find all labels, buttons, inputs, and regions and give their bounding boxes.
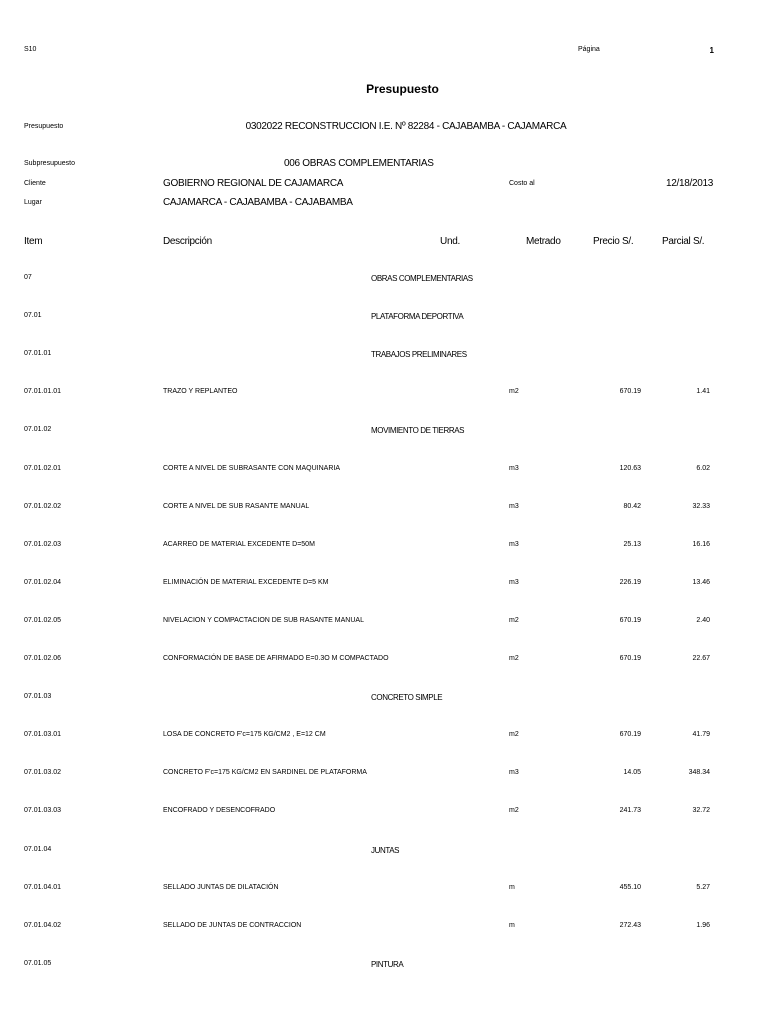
row-precio: 13.46 <box>692 579 710 586</box>
row-description: ENCOFRADO Y DESENCOFRADO <box>163 807 276 814</box>
row-unit: m2 <box>509 617 519 624</box>
row-metrado: 670.19 <box>619 655 641 662</box>
row-unit: m2 <box>509 655 519 662</box>
page-number: 1 <box>709 46 714 55</box>
row-unit: m3 <box>509 579 519 586</box>
row-description: CONCRETO F'c=175 KG/CM2 EN SARDINEL DE PLATAFORMA <box>163 769 367 776</box>
column-header-descripcion: Descripción <box>163 236 212 247</box>
costo-value: 12/18/2013 <box>665 178 713 189</box>
row-item-code: 07.01.03 <box>24 693 52 700</box>
row-description: NIVELACION Y COMPACTACION DE SUB RASANTE MANUAL <box>163 617 364 624</box>
row-unit: m2 <box>509 388 519 395</box>
row-item-code: 07.01.05 <box>24 960 52 967</box>
row-precio: 32.72 <box>692 807 710 814</box>
row-item-code: 07.01.02.02 <box>24 503 61 510</box>
row-description: LOSA DE CONCRETO F'c=175 KG/CM2 , E=12 CM <box>163 731 326 738</box>
row-item-code: 07.01.04 <box>24 846 52 853</box>
row-item-code: 07.01.02 <box>24 426 52 433</box>
subpresupuesto-label: Subpresupuesto <box>24 160 75 167</box>
row-metrado: 670.19 <box>619 617 641 624</box>
row-description: SELLADO DE JUNTAS DE CONTRACCION <box>163 922 302 929</box>
row-unit: m <box>509 884 515 891</box>
row-description: CORTE A NIVEL DE SUBRASANTE CON MAQUINARIA <box>163 465 340 472</box>
row-metrado: 670.19 <box>619 388 641 395</box>
row-metrado: 272.43 <box>619 922 641 929</box>
system-label: S10 <box>24 46 37 53</box>
row-precio: 16.16 <box>692 541 710 548</box>
page-title: Presupuesto <box>366 82 439 96</box>
row-precio: 1.41 <box>696 388 710 395</box>
row-item-code: 07.01.04.01 <box>24 884 61 891</box>
row-precio: 2.40 <box>696 617 710 624</box>
section-title: OBRAS COMPLEMENTARIAS <box>371 274 473 283</box>
column-header-und: Und. <box>440 236 460 247</box>
cliente-value: GOBIERNO REGIONAL DE CAJAMARCA <box>163 178 344 189</box>
row-unit: m2 <box>509 807 519 814</box>
row-metrado: 120.63 <box>619 465 641 472</box>
section-title: TRABAJOS PRELIMINARES <box>371 350 467 359</box>
row-precio: 22.67 <box>692 655 710 662</box>
row-unit: m3 <box>509 541 519 548</box>
row-item-code: 07.01.03.03 <box>24 807 61 814</box>
section-title: JUNTAS <box>371 846 400 855</box>
row-precio: 1.96 <box>696 922 710 929</box>
row-item-code: 07.01.04.02 <box>24 922 61 929</box>
row-item-code: 07.01.02.04 <box>24 579 61 586</box>
row-unit: m3 <box>509 503 519 510</box>
subpresupuesto-value: 006 OBRAS COMPLEMENTARIAS <box>284 158 434 169</box>
row-item-code: 07.01.02.05 <box>24 617 61 624</box>
row-precio: 348.34 <box>688 769 710 776</box>
row-description: ACARREO DE MATERIAL EXCEDENTE D=50M <box>163 541 315 548</box>
row-item-code: 07.01.03.02 <box>24 769 61 776</box>
row-item-code: 07 <box>24 274 32 281</box>
row-item-code: 07.01.03.01 <box>24 731 61 738</box>
presupuesto-label: Presupuesto <box>24 123 64 130</box>
row-unit: m3 <box>509 769 519 776</box>
row-metrado: 670.19 <box>619 731 641 738</box>
lugar-value: CAJAMARCA - CAJABAMBA - CAJABAMBA <box>163 197 353 208</box>
row-metrado: 25.13 <box>623 541 641 548</box>
section-title: PINTURA <box>371 960 404 969</box>
row-unit: m2 <box>509 731 519 738</box>
section-title: MOVIMIENTO DE TIERRAS <box>371 426 465 435</box>
row-metrado: 14.05 <box>623 769 641 776</box>
row-unit: m <box>509 922 515 929</box>
row-precio: 6.02 <box>696 465 710 472</box>
row-item-code: 07.01 <box>24 312 42 319</box>
row-description: SELLADO JUNTAS DE DILATACIÓN <box>163 884 279 891</box>
row-description: CONFORMACIÓN DE BASE DE AFIRMADO E=0.3O M COMPACTADO <box>163 655 389 662</box>
row-unit: m3 <box>509 465 519 472</box>
column-header-item: Item <box>24 236 43 247</box>
section-title: CONCRETO SIMPLE <box>371 693 443 702</box>
cliente-label: Cliente <box>24 180 46 187</box>
lugar-label: Lugar <box>24 199 42 206</box>
page-label: Página <box>578 46 600 53</box>
row-item-code: 07.01.02.06 <box>24 655 61 662</box>
row-item-code: 07.01.02.01 <box>24 465 61 472</box>
row-description: ELIMINACIÓN DE MATERIAL EXCEDENTE D=5 KM <box>163 579 329 586</box>
row-metrado: 80.42 <box>623 503 641 510</box>
row-precio: 41.79 <box>692 731 710 738</box>
row-item-code: 07.01.01.01 <box>24 388 61 395</box>
row-precio: 32.33 <box>692 503 710 510</box>
section-title: PLATAFORMA DEPORTIVA <box>371 312 464 321</box>
row-precio: 5.27 <box>696 884 710 891</box>
row-description: TRAZO Y REPLANTEO <box>163 388 238 395</box>
row-item-code: 07.01.02.03 <box>24 541 61 548</box>
costo-label: Costo al <box>509 180 535 187</box>
row-metrado: 455.10 <box>619 884 641 891</box>
presupuesto-value: 0302022 RECONSTRUCCION I.E. Nº 82284 - CAJABAMBA - CAJAMARCA <box>245 121 567 132</box>
row-metrado: 226.19 <box>619 579 641 586</box>
column-header-parcial: Parcial S/. <box>662 236 705 247</box>
column-header-precio: Precio S/. <box>593 236 634 247</box>
row-item-code: 07.01.01 <box>24 350 52 357</box>
row-description: CORTE A NIVEL DE SUB RASANTE MANUAL <box>163 503 310 510</box>
column-header-metrado: Metrado <box>526 236 561 247</box>
row-metrado: 241.73 <box>619 807 641 814</box>
